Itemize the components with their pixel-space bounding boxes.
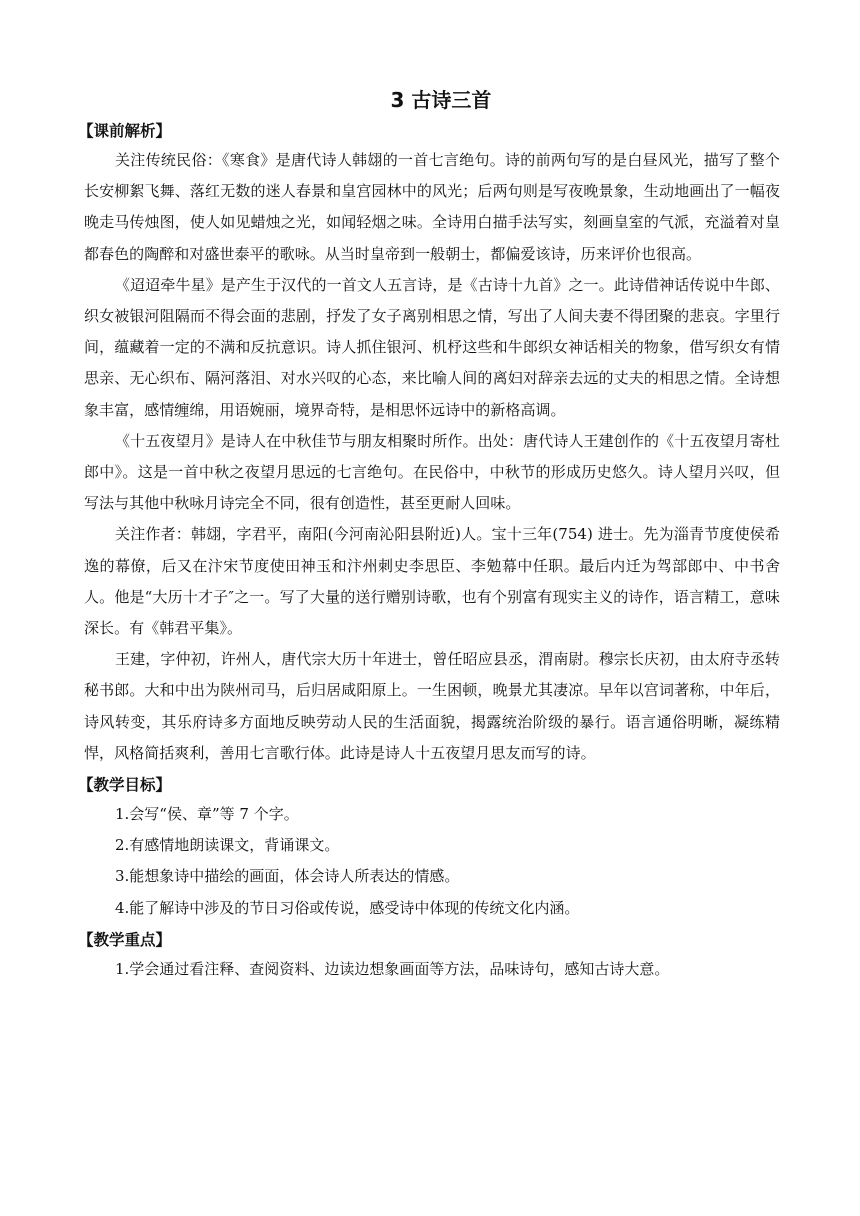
section-heading-goals: 【教学目标】	[78, 776, 172, 795]
key-point-item-1: 1.学会通过看注释、查阅资料、边读边想象画面等方法，品味诗句，感知古诗大意。	[115, 959, 670, 978]
paragraph-hanshi: 关注传统民俗：《寒食》是唐代诗人韩翃的一首七言绝句。诗的前两句写的是白昼风光，描写了整个长安柳絮飞舞、落红无数的迷人春景和皇宫园林中的风光；后两句则是写夜晚景象，生动地画出了一幅夜晚走马传烛图，使人如见蜡烛之光，如闻轻烟之味。全诗用白描手法写实，刻画皇室的气派，充溢着对皇都春色的陶醉和对盛世泰平的歌咏。从当时皇帝到一般朝士，都偏爱该诗，历来评价也很高。	[84, 151, 780, 263]
paragraph-shiwuye: 《十五夜望月》是诗人在中秋佳节与朋友相聚时所作。出处：唐代诗人王建创作的《十五夜望月寄杜郎中》。这是一首中秋之夜望月思远的七言绝句。在民俗中，中秋节的形成历史悠久。诗人望月兴叹，但写法与其他中秋咏月诗完全不同，很有创造性，甚至更耐人回味。	[84, 431, 780, 513]
document-page	[78, 86, 780, 985]
goal-item-1: 1.会写“侯、章”等 7 个字。	[115, 805, 299, 824]
paragraph-author-hanhong: 关注作者：韩翃，字君平，南阳(今河南沁阳县附近)人。宝十三年(754) 进士。先为淄青节度使侯希逸的幕僚，后又在汴宋节度使田神玉和汴州刺史李思臣、李勉幕中任职。最后内迁为驾部郎中、中书舍人。他是“大历十才子″之一。写了大量的送行赠别诗歌，也有个别富有现实主义的诗作，语言精工，意味深长。有《韩君平集》。	[84, 525, 780, 638]
section-heading-key-points: 【教学重点】	[78, 930, 172, 949]
section-teaching-goals	[78, 771, 780, 924]
paragraph-tiaotiao: 《迢迢牵牛星》是产生于汉代的一首文人五言诗，是《古诗十九首》之一。此诗借神话传说中牛郎、织女被银河阻隔而不得会面的悲剧，抒发了女子离别相思之情，写出了人间夫妻不得团聚的悲哀。字里行间，蕴藏着一定的不满和反抗意识。诗人抓住银河、机杼这些和牛郎织女神话相关的物象，借写织女有情思亲、无心织布、隔河落泪、对水兴叹的心态，来比喻人间的离妇对辞亲去远的丈夫的相思之情。全诗想象丰富，感情缠绵，用语婉丽，境界奇特，是相思怀远诗中的新格高调。	[84, 275, 780, 419]
section-pre-analysis	[78, 117, 780, 769]
section-key-points	[78, 926, 780, 985]
goal-item-4: 4.能了解诗中涉及的节日习俗或传说，感受诗中体现的传统文化内涵。	[115, 898, 580, 917]
goal-item-3: 3.能想象诗中描绘的画面，体会诗人所表达的情感。	[115, 867, 460, 886]
section-heading-pre-analysis: 【课前解析】	[78, 122, 172, 140]
lesson-title: 3 古诗三首	[390, 88, 492, 112]
goal-item-2: 2.有感情地朗读课文，背诵课文。	[115, 836, 340, 855]
paragraph-author-wangjian: 王建，字仲初，许州人，唐代宗大历十年进士，曾任昭应县丞，渭南尉。穆宗长庆初，由太府寺丞转秘书郎。大和中出为陕州司马，后归居咸阳原上。一生困顿，晚景尤其凄凉。早年以宫词著称，中年后，诗风转变，其乐府诗多方面地反映劳动人民的生活面貌，揭露统治阶级的暴行。语言通俗明晰，凝练精悍，风格简括爽利，善用七言歌行体。此诗是诗人十五夜望月思友而写的诗。	[84, 650, 780, 762]
